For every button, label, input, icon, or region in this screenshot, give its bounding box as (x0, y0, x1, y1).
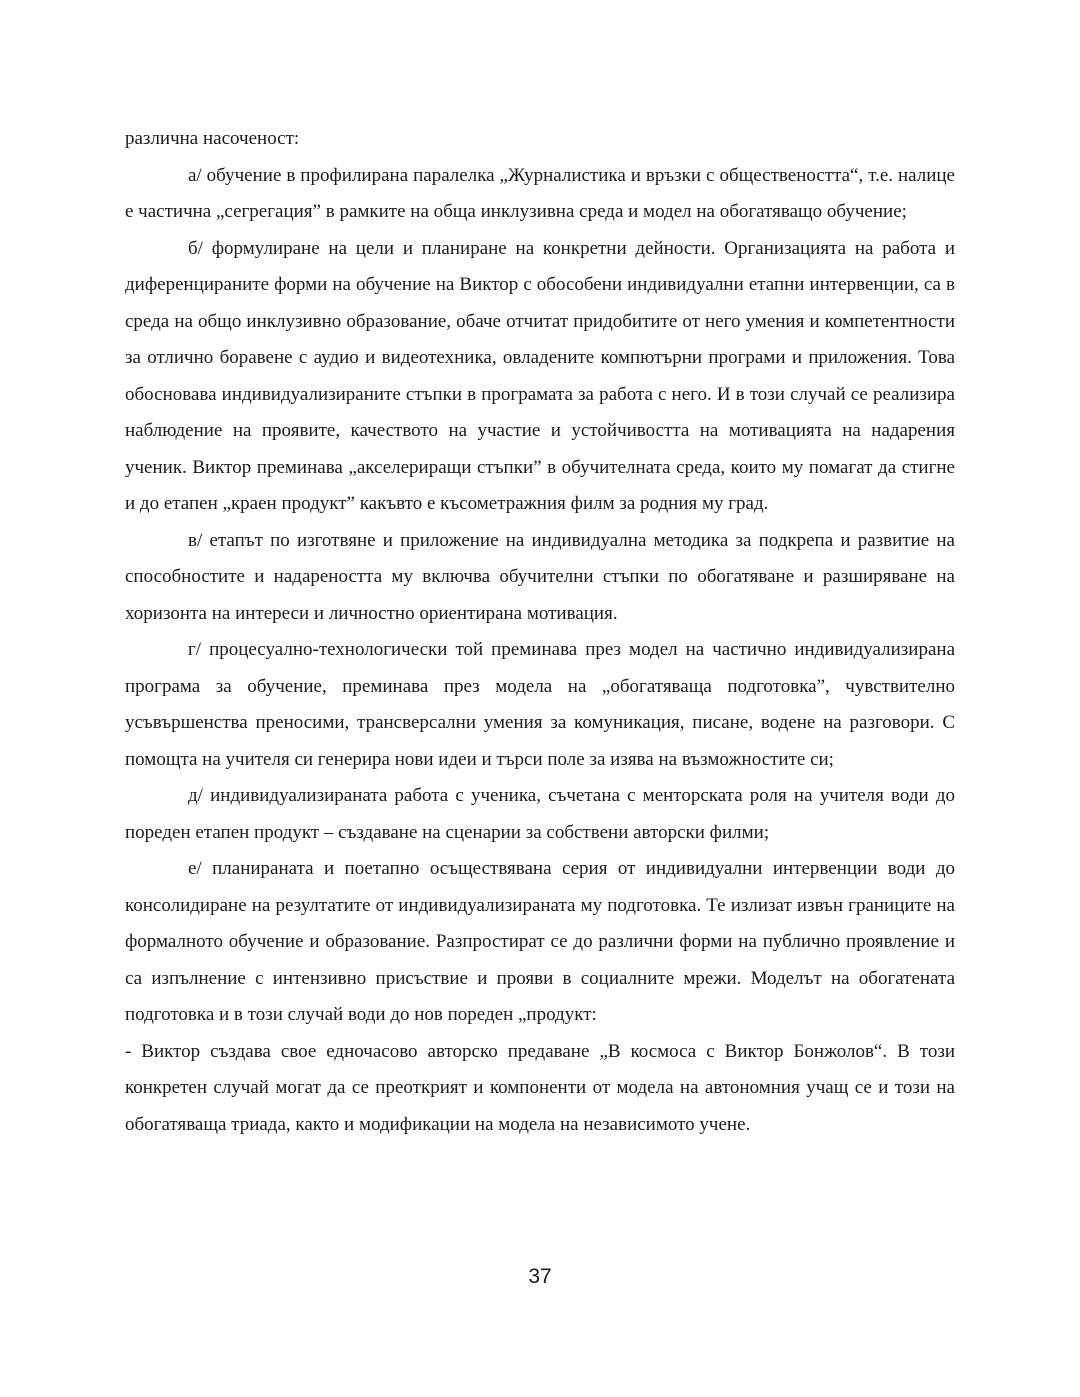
page-number: 37 (528, 1265, 552, 1288)
paragraph-item-v: в/ етапът по изготвяне и приложение на индивидуална методика за подкрепа и развитие на способностите и надареността му включва обучителни стъпки по обогатяване и разширяване на хоризонта на интереси и личностно ориентирана мотивация. (125, 529, 955, 624)
paragraph-continuation: различна насоченост: (125, 128, 300, 149)
paragraph-item-e: е/ планираната и поетапно осъществявана серия от индивидуални интервенции води до консолидиране на резултатите от индивидуализираната му подготовка. Те излизат извън границите на формалното обучение и образование. Разпростират се до различни форми на публично проявление и са изпълнение с интензивно присъствие и прояви в социалните мрежи. Моделът на обогатената подготовка и в този случай води до нов пореден „продукт: (125, 858, 955, 1025)
body-text (125, 121, 955, 1143)
paragraph-item-b: б/ формулиране на цели и планиране на конкретни дейности. Организацията на работа и диференцираните форми на обучение на Виктор с обособени индивидуални етапни интервенции, са в среда на общо инклузивно образование, обаче отчитат придобитите от него умения и компетентности за отлично боравене с аудио и видеотехника, овладените компютърни програми и приложения. Това обосновава индивидуализираните стъпки в програмата за работа с него. И в този случай се реализира наблюдение на проявите, качеството на участие и устойчивостта на мотивацията на надарения ученик. Виктор преминава „акселериращи стъпки” в обучителната среда, които му помагат да стигне и до етапен „краен продукт” какъвто е късометражния филм за родния му град. (125, 237, 955, 514)
paragraph-item-e-continuation: - Виктор създава свое едночасово авторско предаване „В космоса с Виктор Бонжолов“. В този конкретен случай могат да се преоткрият и компоненти от модела на автономния учащ се и този на обогатяваща триада, както и модификации на модела на независимото учене. (125, 1040, 955, 1135)
paragraph-item-g: г/ процесуално-технологически той преминава през модел на частично индивидуализирана програма за обучение, преминава през модела на „обогатяваща подготовка”, чувствително усъвършенства преносими, трансверсални умения за комуникация, писане, водене на разговори. С помощта на учителя си генерира нови идеи и търси поле за изява на възможностите си; (125, 639, 955, 770)
paragraph-item-d: д/ индивидуализираната работа с ученика, съчетана с менторската роля на учителя води до пореден етапен продукт – създаване на сценарии за собствени авторски филми; (125, 785, 955, 843)
paragraph-item-a: а/ обучение в профилирана паралелка „Журналистика и връзки с обществеността“, т.е. налице е частична „сегрегация” в рамките на обща инклузивна среда и модел на обогатяващо обучение; (125, 164, 955, 222)
